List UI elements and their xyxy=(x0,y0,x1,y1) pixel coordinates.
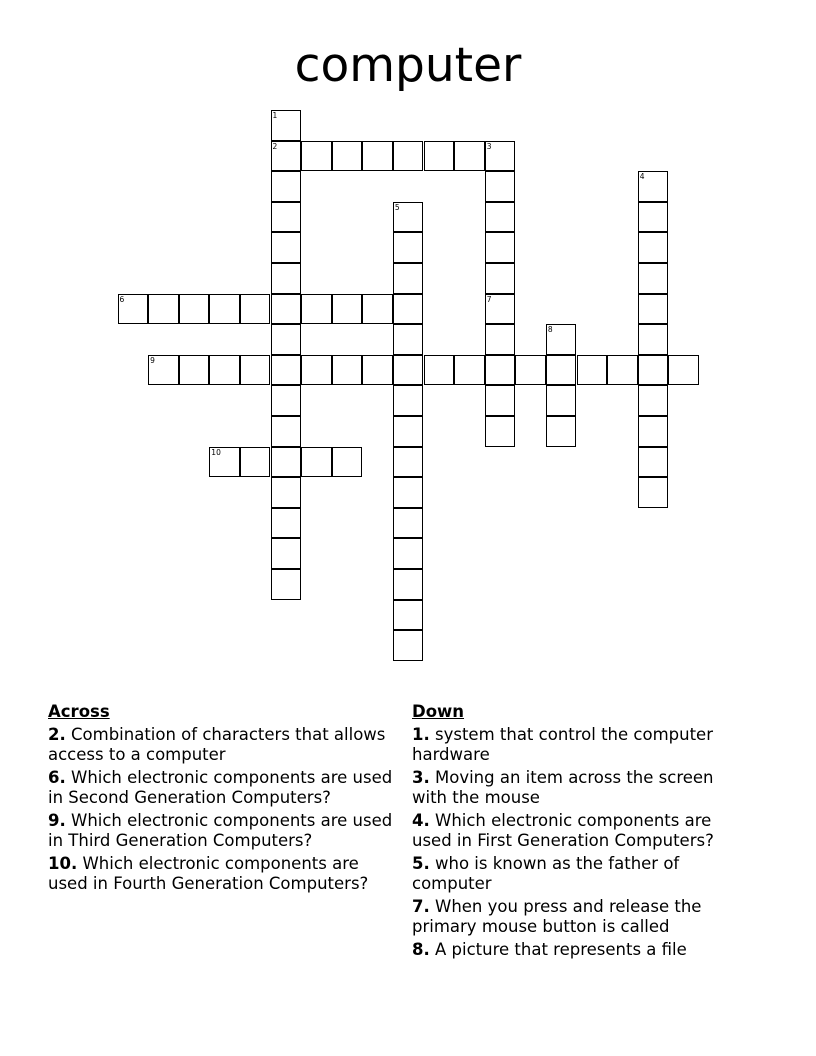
grid-cell[interactable] xyxy=(485,263,516,294)
grid-cell[interactable] xyxy=(393,569,424,600)
grid-cell[interactable] xyxy=(301,447,332,478)
clue-down-1 xyxy=(412,725,752,765)
clue-across-2 xyxy=(48,725,403,765)
grid-cell[interactable] xyxy=(485,232,516,263)
clue-text: who is known as the father of computer xyxy=(412,854,680,893)
clue-text: Which electronic components are used in Third Generation Computers? xyxy=(48,811,393,850)
cell-number: 6 xyxy=(119,294,125,304)
cell-number: 7 xyxy=(486,294,492,304)
cell-number: 2 xyxy=(272,141,278,151)
grid-cell[interactable] xyxy=(301,355,332,386)
grid-cell[interactable] xyxy=(485,416,516,447)
grid-cell[interactable] xyxy=(424,141,455,172)
clue-text: A picture that represents a file xyxy=(435,940,687,959)
grid-cell[interactable] xyxy=(271,508,302,539)
grid-cell[interactable] xyxy=(485,202,516,233)
grid-cell[interactable] xyxy=(515,355,546,386)
grid-cell[interactable] xyxy=(271,538,302,569)
clue-number: 3. xyxy=(412,768,430,787)
clue-down-4 xyxy=(412,811,752,851)
grid-cell[interactable] xyxy=(546,355,577,386)
grid-cell[interactable] xyxy=(393,630,424,661)
grid-cell[interactable] xyxy=(301,141,332,172)
clue-down-8 xyxy=(412,940,752,960)
grid-cell[interactable] xyxy=(271,324,302,355)
grid-cell[interactable] xyxy=(393,447,424,478)
grid-cell[interactable] xyxy=(393,232,424,263)
clue-down-5 xyxy=(412,854,752,894)
clue-number: 5. xyxy=(412,854,430,873)
grid-cell[interactable] xyxy=(393,600,424,631)
grid-cell[interactable] xyxy=(393,324,424,355)
grid-cell[interactable] xyxy=(638,294,669,325)
cell-number: 4 xyxy=(639,172,645,182)
grid-cell[interactable] xyxy=(118,294,149,325)
grid-cell[interactable] xyxy=(271,263,302,294)
grid-cell[interactable] xyxy=(271,477,302,508)
grid-cell[interactable] xyxy=(393,538,424,569)
clue-number: 4. xyxy=(412,811,430,830)
grid-cell[interactable] xyxy=(393,202,424,233)
cell-number: 9 xyxy=(150,355,155,365)
grid-cell[interactable] xyxy=(546,324,577,355)
clue-number: 9. xyxy=(48,811,66,830)
page-title: computer xyxy=(294,38,522,93)
grid-cell[interactable] xyxy=(638,385,669,416)
grid-cell[interactable] xyxy=(393,141,424,172)
grid-cell[interactable] xyxy=(332,294,363,325)
clue-text: Which electronic components are used in First Generation Computers? xyxy=(412,811,714,850)
down-heading: Down xyxy=(412,702,465,721)
clue-text: When you press and release the primary mouse button is called xyxy=(412,897,702,936)
clue-across-10 xyxy=(48,854,403,894)
grid-cell[interactable] xyxy=(148,294,179,325)
grid-cell[interactable] xyxy=(668,355,699,386)
grid-cell[interactable] xyxy=(638,416,669,447)
clue-down-7 xyxy=(412,897,752,937)
grid-cell[interactable] xyxy=(577,355,608,386)
grid-cell[interactable] xyxy=(271,447,302,478)
clue-across-9 xyxy=(48,811,403,851)
grid-cell[interactable] xyxy=(332,355,363,386)
across-clues xyxy=(48,702,403,897)
grid-cell[interactable] xyxy=(332,447,363,478)
cell-number: 3 xyxy=(486,141,492,151)
grid-cell[interactable] xyxy=(485,171,516,202)
across-heading: Across xyxy=(48,702,110,721)
grid-cell[interactable] xyxy=(332,141,363,172)
clue-number: 1. xyxy=(412,725,430,744)
grid-cell[interactable] xyxy=(638,447,669,478)
grid-cell[interactable] xyxy=(638,263,669,294)
grid-cell[interactable] xyxy=(485,294,516,325)
grid-cell[interactable] xyxy=(424,355,455,386)
grid-cell[interactable] xyxy=(179,355,210,386)
grid-cell[interactable] xyxy=(638,171,669,202)
grid-cell[interactable] xyxy=(393,263,424,294)
grid-cell[interactable] xyxy=(271,232,302,263)
grid-cell[interactable] xyxy=(485,355,516,386)
cell-number: 5 xyxy=(394,202,400,212)
grid-cell[interactable] xyxy=(485,324,516,355)
grid-cell[interactable] xyxy=(393,385,424,416)
grid-cell[interactable] xyxy=(607,355,638,386)
grid-cell[interactable] xyxy=(271,171,302,202)
grid-cell[interactable] xyxy=(638,355,669,386)
grid-cell[interactable] xyxy=(271,141,302,172)
clue-down-3 xyxy=(412,768,752,808)
clue-number: 8. xyxy=(412,940,430,959)
clue-number: 2. xyxy=(48,725,66,744)
grid-cell[interactable] xyxy=(485,385,516,416)
grid-cell[interactable] xyxy=(271,110,302,141)
clue-number: 7. xyxy=(412,897,430,916)
grid-cell[interactable] xyxy=(454,141,485,172)
grid-cell[interactable] xyxy=(546,385,577,416)
grid-cell[interactable] xyxy=(240,355,271,386)
grid-cell[interactable] xyxy=(271,569,302,600)
grid-cell[interactable] xyxy=(393,416,424,447)
grid-cell[interactable] xyxy=(240,294,271,325)
grid-cell[interactable] xyxy=(393,355,424,386)
grid-cell[interactable] xyxy=(301,294,332,325)
grid-cell[interactable] xyxy=(271,202,302,233)
grid-cell[interactable] xyxy=(393,508,424,539)
grid-cell[interactable] xyxy=(454,355,485,386)
clue-across-6 xyxy=(48,768,403,808)
cell-number: 10 xyxy=(211,447,221,457)
grid-cell[interactable] xyxy=(271,294,302,325)
grid-cell[interactable] xyxy=(393,294,424,325)
clue-text: Combination of characters that allows access to a computer xyxy=(48,725,386,764)
grid-cell[interactable] xyxy=(393,477,424,508)
grid-cell[interactable] xyxy=(362,355,393,386)
clue-number: 10. xyxy=(48,854,78,873)
down-clues xyxy=(412,702,752,963)
clue-text: Moving an item across the screen with the mouse xyxy=(412,768,714,807)
grid-cell[interactable] xyxy=(209,447,240,478)
grid-cell[interactable] xyxy=(209,355,240,386)
clue-text: Which electronic components are used in Second Generation Computers? xyxy=(48,768,393,807)
grid-cell[interactable] xyxy=(209,294,240,325)
grid-cell[interactable] xyxy=(638,477,669,508)
grid-cell[interactable] xyxy=(485,141,516,172)
grid-cell[interactable] xyxy=(240,447,271,478)
clue-text: system that control the computer hardware xyxy=(412,725,713,764)
cell-number: 1 xyxy=(272,111,278,120)
grid-cell[interactable] xyxy=(638,324,669,355)
grid-cell[interactable] xyxy=(638,202,669,233)
grid-cell[interactable] xyxy=(271,416,302,447)
grid-cell[interactable] xyxy=(271,355,302,386)
grid-cell[interactable] xyxy=(179,294,210,325)
clue-number: 6. xyxy=(48,768,66,787)
cell-number: 8 xyxy=(547,325,553,335)
grid-cell[interactable] xyxy=(271,385,302,416)
grid-cell[interactable] xyxy=(148,355,179,386)
grid-cell[interactable] xyxy=(638,232,669,263)
grid-cell[interactable] xyxy=(362,294,393,325)
clue-text: Which electronic components are used in Fourth Generation Computers? xyxy=(48,854,369,893)
grid-cell[interactable] xyxy=(546,416,577,447)
grid-cell[interactable] xyxy=(362,141,393,172)
